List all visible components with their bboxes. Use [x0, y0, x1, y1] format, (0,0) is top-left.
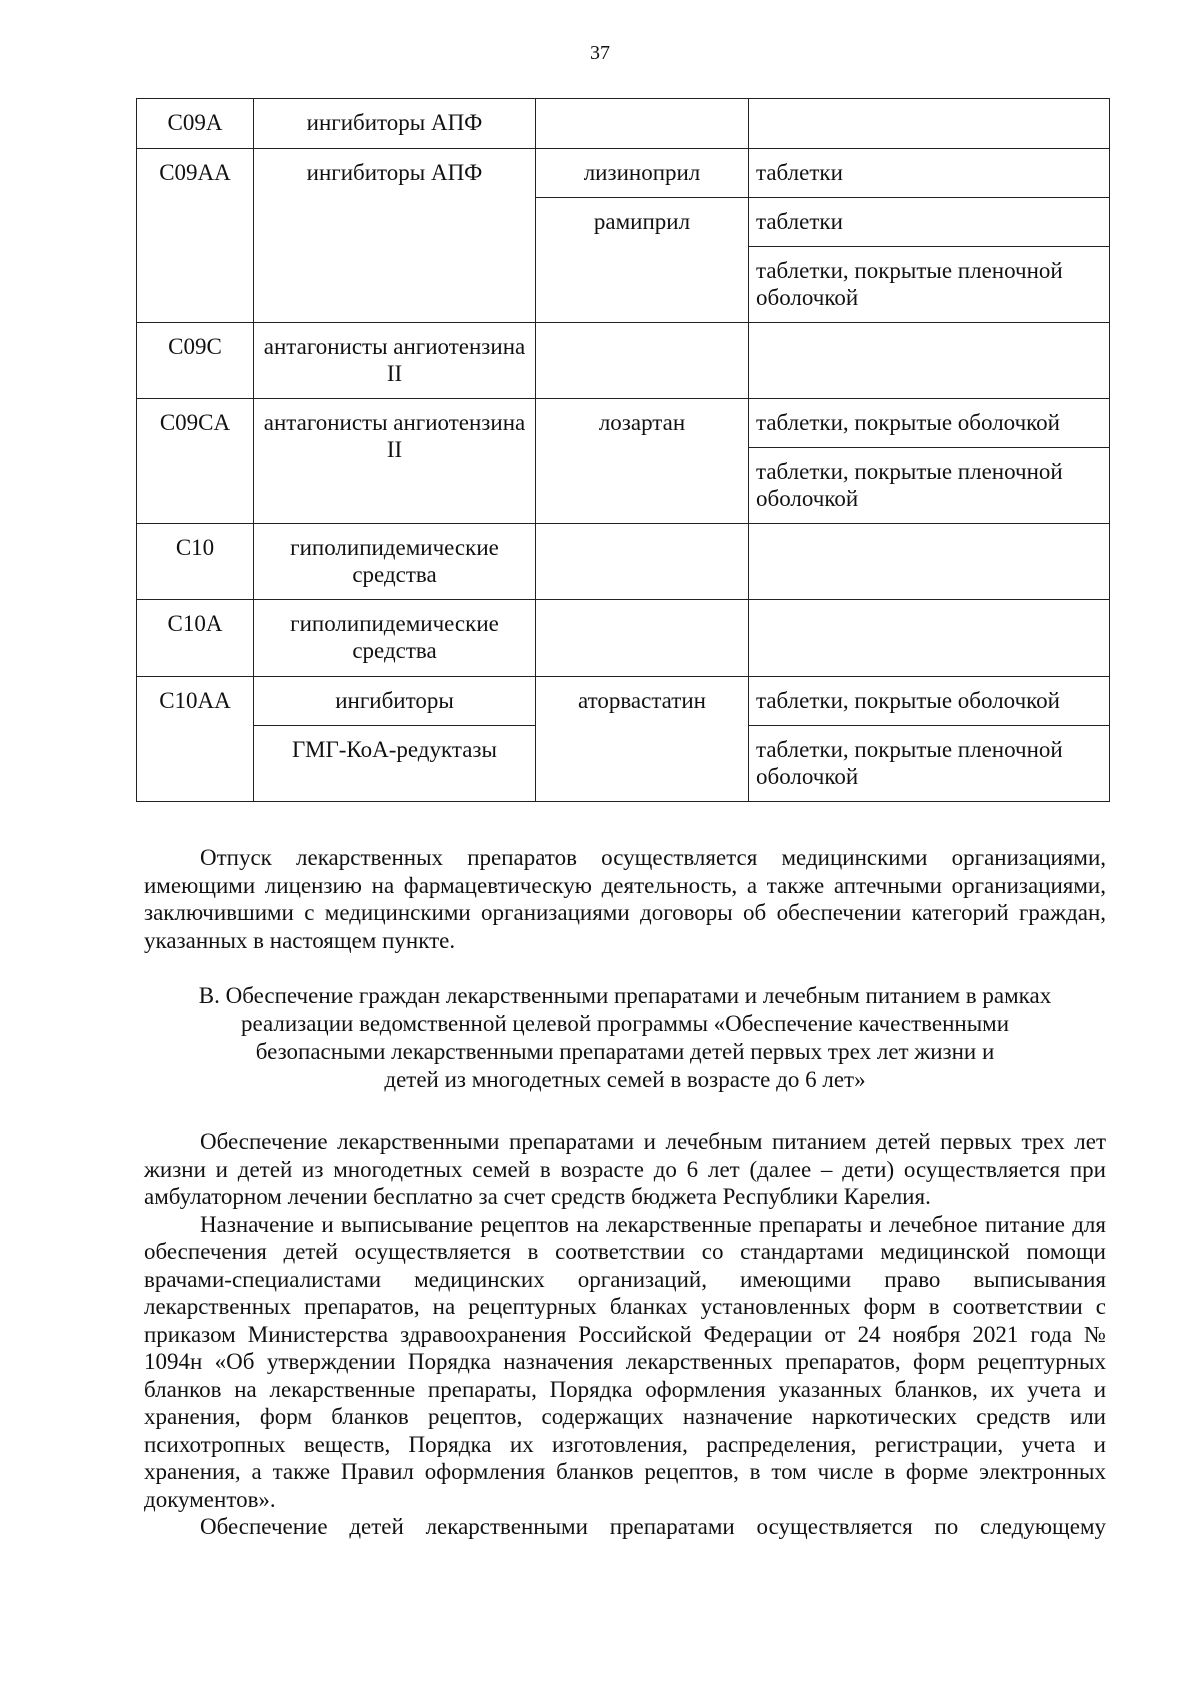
drug-inn: [536, 99, 749, 149]
drug-inn: лозартан: [536, 399, 749, 524]
heading-line: безопасными лекарственными препаратами детей первых трех лет жизни и: [255, 1039, 995, 1064]
dosage-form: [749, 99, 1110, 149]
drug-table: [136, 98, 1110, 802]
drug-inn: рамиприл: [536, 198, 749, 323]
atc-code: C10AA: [137, 677, 254, 802]
table-row: [137, 600, 1110, 677]
drug-inn: [536, 323, 749, 399]
paragraph-provision: Обеспечение лекарственными препаратами и лечебным питанием детей первых трех лет жизни и детей из многодетных семей в возрасте до 6 лет (далее – дети) осуществляется при амбулаторном лечении бесплатно за счет средств бюджета Республики Карелия.: [144, 1129, 1106, 1209]
atc-code: C09C: [137, 323, 254, 399]
dosage-form: таблетки, покрытые пленочной оболочкой: [749, 247, 1110, 323]
drug-group: гиполипидемические средства: [254, 600, 536, 677]
section-b-heading: [144, 982, 1106, 1094]
table-row: [137, 323, 1110, 399]
atc-code: C09AA: [137, 149, 254, 323]
drug-group: ингибиторы: [254, 677, 536, 726]
paragraph-prescription: Назначение и выписывание рецептов на лекарственные препараты и лечебное питание для обеспечения детей осуществляется в соответствии со стандартами медицинской помощи врачами-специалистами медицинских организаций, имеющими право выписывания лекарственных препаратов, на рецептурных бланках установленных форм в соответствии с приказом Министерства здравоохранения Российской Федерации от 24 ноября 2021 года № 1094н «Об утверждении Порядка назначения лекарственных препаратов, форм рецептурных бланков на лекарственные препараты, Порядка оформления указанных бланков, их учета и хранения, форм бланков рецептов, содержащих назначение наркотических средств или психотропных веществ, Порядка их изготовления, распределения, регистрации, учета и хранения, а также Правил оформления бланков рецептов, в том числе в форме электронных документов».: [144, 1211, 1106, 1512]
heading-line: детей из многодетных семей в возрасте до 6 лет»: [384, 1067, 866, 1092]
atc-code: C09CA: [137, 399, 254, 524]
dosage-form: [749, 323, 1110, 399]
heading-line: реализации ведомственной целевой программы «Обеспечение качественными: [240, 1011, 1010, 1036]
dosage-form: таблетки, покрытые пленочной оболочкой: [749, 448, 1110, 524]
dosage-form: таблетки, покрытые пленочной оболочкой: [749, 726, 1110, 802]
dosage-form: таблетки: [749, 149, 1110, 198]
drug-group: антагонисты ангиотензина II: [254, 323, 536, 399]
dosage-form: таблетки: [749, 198, 1110, 247]
heading-line: В. Обеспечение граждан лекарственными препаратами и лечебным питанием в рамках: [198, 983, 1052, 1008]
dosage-form: [749, 600, 1110, 677]
paragraph-last: Обеспечение детей лекарственными препаратами осуществляется по следующему: [200, 1514, 1106, 1539]
table-row: [137, 149, 1110, 198]
table-row: [137, 99, 1110, 149]
drug-group: ингибиторы АПФ: [254, 149, 536, 323]
dispensing-paragraph-block: [144, 844, 1106, 954]
body-text-block: [144, 1128, 1106, 1541]
drug-inn: аторвастатин: [536, 677, 749, 802]
atc-code: C10A: [137, 600, 254, 677]
dosage-form: [749, 524, 1110, 600]
table-row: [137, 677, 1110, 726]
drug-group: гиполипидемические средства: [254, 524, 536, 600]
drug-group: ингибиторы АПФ: [254, 99, 536, 149]
drug-inn: [536, 600, 749, 677]
paragraph-dispensing: Отпуск лекарственных препаратов осуществляется медицинскими организациями, имеющими лицензию на фармацевтическую деятельность, а также аптечными организациями, заключившими с медицинскими организациями договоры об обеспечении категорий граждан, указанных в настоящем пункте.: [144, 845, 1106, 953]
dosage-form: таблетки, покрытые оболочкой: [749, 399, 1110, 448]
drug-inn: [536, 524, 749, 600]
drug-inn: лизиноприл: [536, 149, 749, 198]
drug-group: ГМГ-КоА-редуктазы: [254, 726, 536, 802]
atc-code: C10: [137, 524, 254, 600]
atc-code: C09A: [137, 99, 254, 149]
table-row: [137, 524, 1110, 600]
table-row: [137, 399, 1110, 448]
drug-group: антагонисты ангиотензина II: [254, 399, 536, 524]
dosage-form: таблетки, покрытые оболочкой: [749, 677, 1110, 726]
page-number: 37: [590, 42, 610, 64]
